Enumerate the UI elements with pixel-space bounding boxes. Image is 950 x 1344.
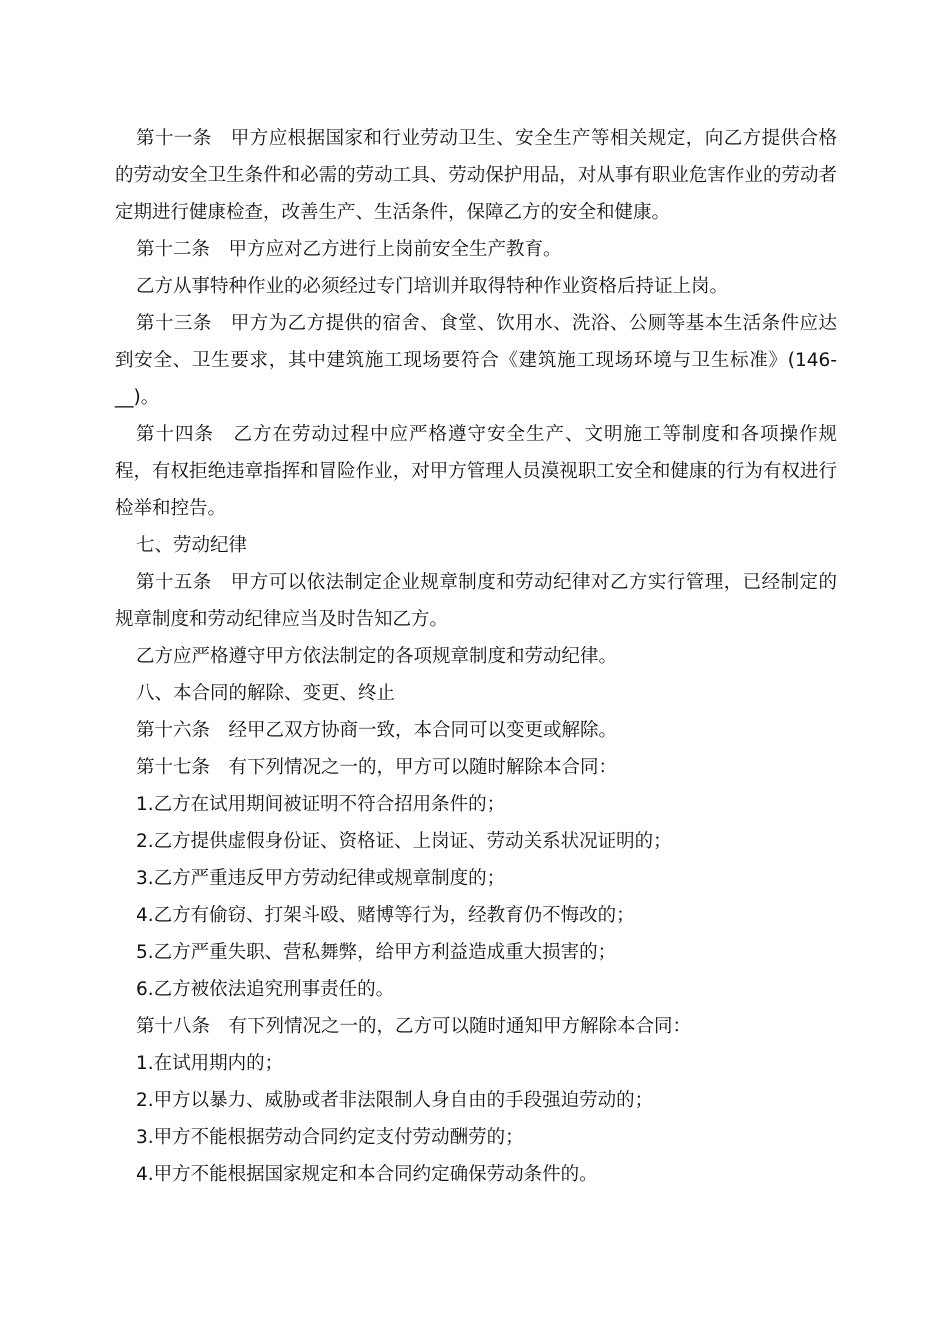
list-item: 3.乙方严重违反甲方劳动纪律或规章制度的； xyxy=(136,868,506,889)
section-heading-termination: 八、本合同的解除、变更、终止 xyxy=(136,683,396,704)
article-14: 第十四条 乙方在劳动过程中应严格遵守安全生产、文明施工等制度和各项操作规程，有权拒绝违章指挥和冒险作业，对甲方管理人员漠视职工安全和健康的行为有权进行检举和控告。 xyxy=(115,424,837,519)
article-17: 第十七条 有下列情况之一的，甲方可以随时解除本合同： xyxy=(136,757,618,778)
list-item: 1.在试用期内的； xyxy=(136,1053,284,1074)
list-item: 1.乙方在试用期间被证明不符合招用条件的； xyxy=(136,794,506,815)
list-item: 2.乙方提供虚假身份证、资格证、上岗证、劳动关系状况证明的； xyxy=(136,831,672,852)
list-item: 6.乙方被依法追究刑事责任的。 xyxy=(136,979,395,1000)
article-11: 第十一条 甲方应根据国家和行业劳动卫生、安全生产等相关规定，向乙方提供合格的劳动安全卫生条件和必需的劳动工具、劳动保护用品，对从事有职业危害作业的劳动者定期进行健康检查，改善生产、生活条件，保障乙方的安全和健康。 xyxy=(115,128,837,223)
article-18: 第十八条 有下列情况之一的，乙方可以随时通知甲方解除本合同： xyxy=(136,1016,692,1037)
list-item: 3.甲方不能根据劳动合同约定支付劳动酬劳的； xyxy=(136,1127,524,1148)
article-12-special-work: 乙方从事特种作业的必须经过专门培训并取得特种作业资格后持证上岗。 xyxy=(136,276,729,297)
document-body xyxy=(115,120,837,1193)
list-item: 4.甲方不能根据国家规定和本合同约定确保劳动条件的。 xyxy=(136,1164,598,1185)
section-heading-labor-discipline: 七、劳动纪律 xyxy=(136,535,248,556)
list-item: 5.乙方严重失职、营私舞弊，给甲方利益造成重大损害的； xyxy=(136,942,617,963)
article-15-compliance: 乙方应严格遵守甲方依法制定的各项规章制度和劳动纪律。 xyxy=(136,646,618,667)
article-15: 第十五条 甲方可以依法制定企业规章制度和劳动纪律对乙方实行管理，已经制定的规章制度和劳动纪律应当及时告知乙方。 xyxy=(115,572,837,630)
list-item: 4.乙方有偷窃、打架斗殴、赌博等行为，经教育仍不悔改的； xyxy=(136,905,635,926)
article-12: 第十二条 甲方应对乙方进行上岗前安全生产教育。 xyxy=(136,239,562,260)
list-item: 2.甲方以暴力、威胁或者非法限制人身自由的手段强迫劳动的； xyxy=(136,1090,654,1111)
article-16: 第十六条 经甲乙双方协商一致，本合同可以变更或解除。 xyxy=(136,720,618,741)
article-13: 第十三条 甲方为乙方提供的宿舍、食堂、饮用水、洗浴、公厕等基本生活条件应达到安全、卫生要求，其中建筑施工现场要符合《建筑施工现场环境与卫生标准》(146-__)。 xyxy=(115,313,837,408)
